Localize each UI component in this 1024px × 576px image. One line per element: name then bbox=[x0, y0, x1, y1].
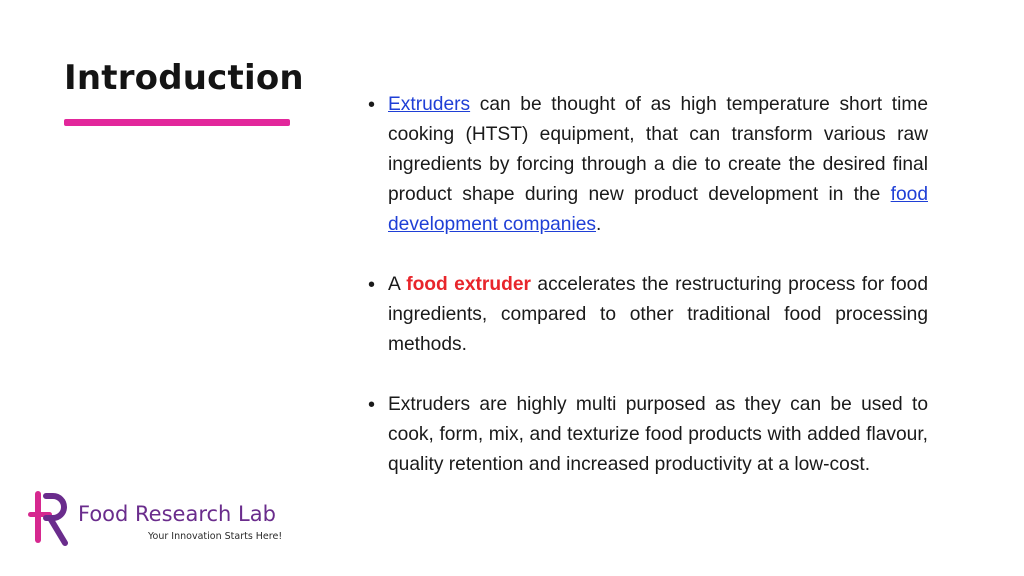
bullet-text: can be thought of as high temperature short time cooking (HTST) equipment, that can transform various raw ingredients by forcing through a die to create the desired final product shape during new product development in the bbox=[388, 94, 928, 205]
fr-monogram-icon bbox=[28, 488, 68, 546]
bullet-item-food-extruder bbox=[368, 270, 928, 360]
food-research-lab-logo bbox=[28, 488, 283, 550]
bullet-text-end: . bbox=[596, 214, 602, 235]
logo-name: Food Research Lab bbox=[78, 502, 276, 526]
bullet-item-multi-purpose bbox=[368, 390, 928, 480]
title-underline bbox=[64, 119, 290, 126]
bullet-item-extruders-htst bbox=[368, 90, 928, 240]
highlight-food-extruder: food extruder bbox=[406, 274, 531, 295]
page-title: Introduction bbox=[64, 58, 304, 98]
bullet-text: Extruders are highly multi purposed as they can be used to cook, form, mix, and texturize food products with added flavour, quality retention and increased productivity at a low-cost. bbox=[388, 394, 928, 475]
bullet-list bbox=[368, 90, 928, 510]
extruders-link[interactable]: Extruders bbox=[388, 94, 471, 115]
food-development-companies-link[interactable]: food development companies bbox=[388, 184, 928, 235]
bullet-text-end: accelerates the restructuring process for food ingredients, compared to other traditional food processing methods. bbox=[388, 274, 928, 355]
bullet-text: A bbox=[388, 274, 407, 295]
logo-tagline: Your Innovation Starts Here! bbox=[148, 531, 283, 542]
